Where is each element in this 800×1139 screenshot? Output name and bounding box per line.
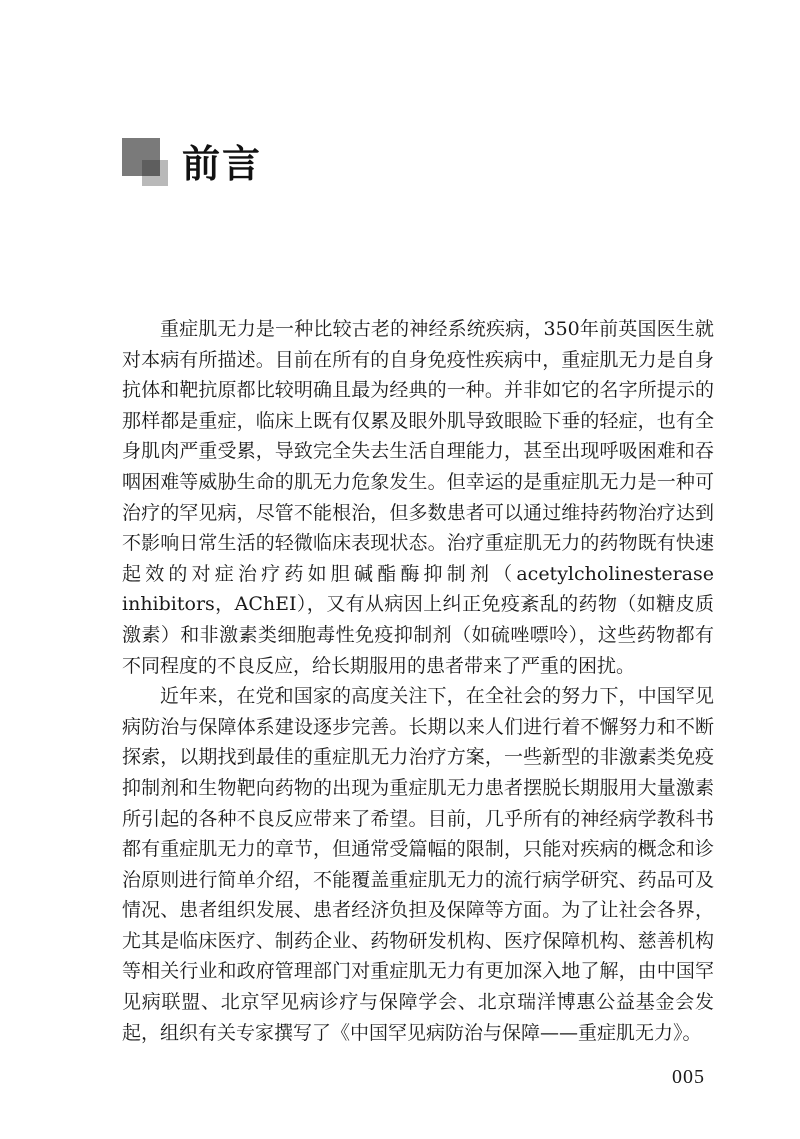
stacked-squares-icon-overlap — [142, 160, 160, 176]
paragraph-2: 近年来，在党和国家的高度关注下，在全社会的努力下，中国罕见病防治与保障体系建设逐步完善。长期以来人们进行着不懈努力和不断探索，以期找到最佳的重症肌无力治疗方案，一些新型的非激素类免疫抑制剂和生物靶向药物的出现为重症肌无力患者摆脱长期服用大量激素所引起的各种不良反应带来了希望。目前，几乎所有的神经病学教科书都有重症肌无力的章节，但通常受篇幅的限制，只能对疾病的概念和诊治原则进行简单介绍，不能覆盖重症肌无力的流行病学研究、药品可及情况、患者组织发展、患者经济负担及保障等方面。为了让社会各界，尤其是临床医疗、制药企业、药物研发机构、医疗保障机构、慈善机构等相关行业和政府管理部门对重症肌无力有更加深入地了解，由中国罕见病联盟、北京罕见病诊疗与保障学会、北京瑞洋博惠公益基金会发起，组织有关专家撰写了《中国罕见病防治与保障——重症肌无力》。 — [122, 685, 714, 1044]
page-title: 前言 — [182, 142, 263, 186]
paragraph-1: 重症肌无力是一种比较古老的神经系统疾病，350年前英国医生就对本病有所描述。目前在所有的自身免疫性疾病中，重症肌无力是自身抗体和靶抗原都比较明确且最为经典的一种。并非如它的名字所提示的那样都是重症，临床上既有仅累及眼外肌导致眼睑下垂的轻症，也有全身肌肉严重受累，导致完全失去生活自理能力，甚至出现呼吸困难和吞咽困难等威胁生命的肌无力危象发生。但幸运的是重症肌无力是一种可治疗的罕见病，尽管不能根治，但多数患者可以通过维持药物治疗达到不影响日常生活的轻微临床表现状态。治疗重症肌无力的药物既有快速起效的对症治疗药如胆碱酯酶抑制剂（acetylcholinesterase inhibitors，AChEI），又有从病因上纠正免疫紊乱的药物（如糖皮质激素）和非激素类细胞毒性免疫抑制剂（如硫唑嘌呤），这些药物都有不同程度的不良反应，给长期服用的患者带来了严重的困扰。 — [122, 318, 714, 677]
section-heading — [122, 138, 422, 208]
body-text — [122, 314, 714, 1048]
page-number: 005 — [672, 1066, 705, 1088]
